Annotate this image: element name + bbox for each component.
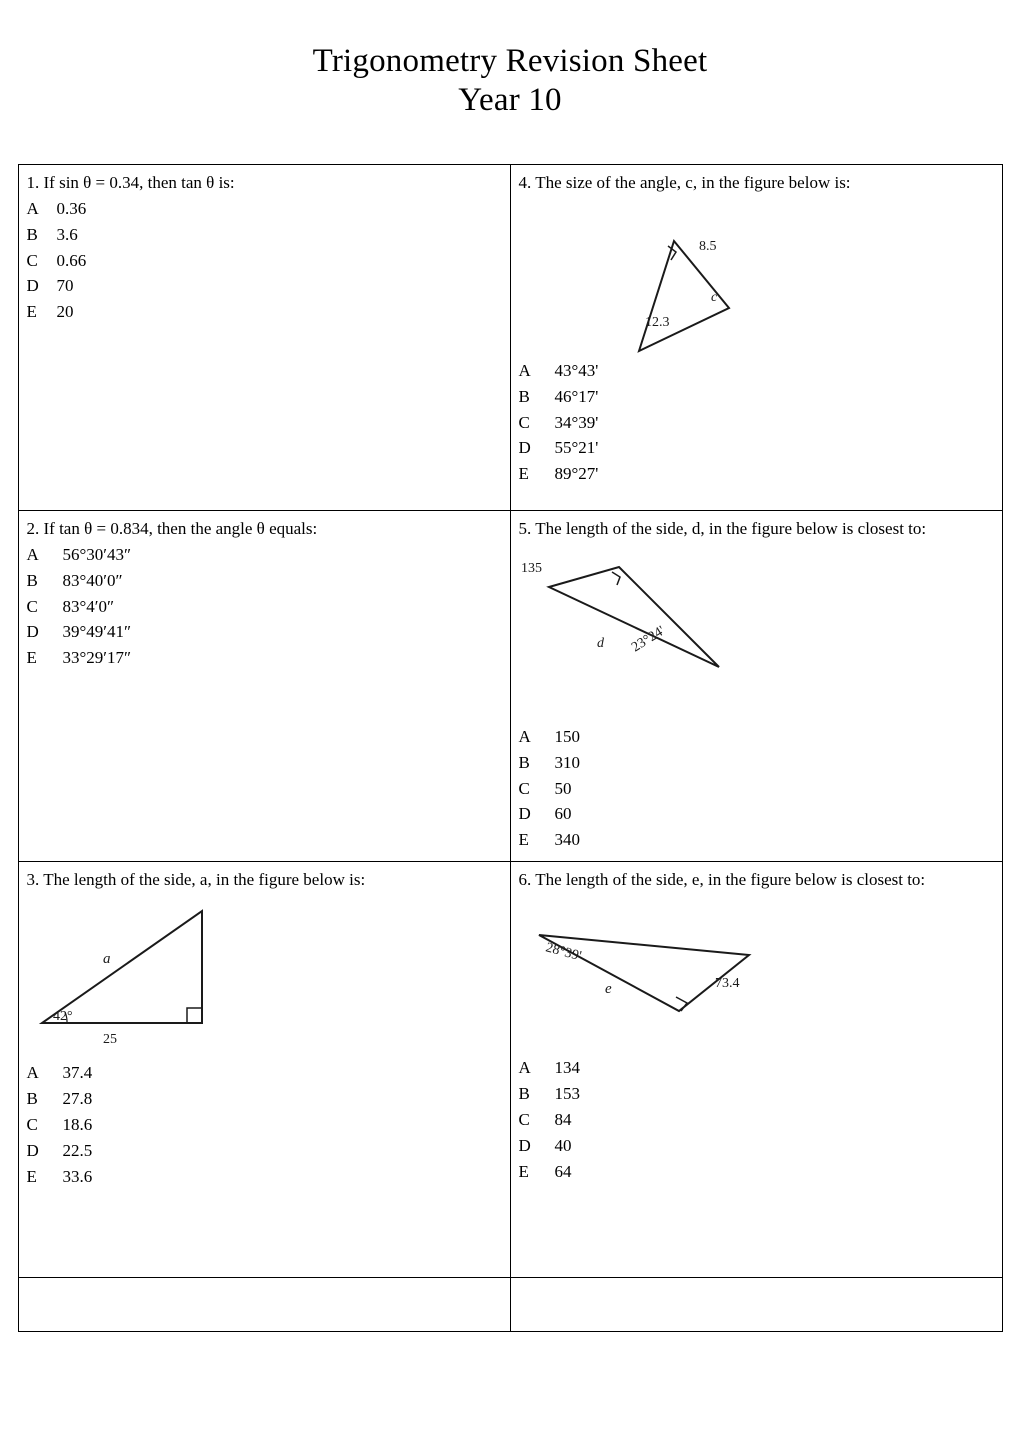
option-letter: D (518, 1135, 531, 1155)
option-letter: E (518, 1161, 529, 1181)
figure-4-base-label: 12.3 (644, 314, 669, 330)
option-value: 0.36 (56, 198, 87, 218)
option-row[interactable] (519, 1159, 994, 1185)
question-5-text: 5. The length of the side, d, in the figure below is closest to: (518, 518, 927, 538)
question-6-options (519, 1055, 994, 1184)
question-1-text: 1. If sin θ = 0.34, then tan θ is: (26, 172, 235, 192)
option-letter: B (26, 224, 38, 244)
question-2-options (27, 542, 502, 671)
option-letter: B (518, 752, 530, 772)
option-row[interactable] (27, 542, 502, 568)
figure-3-angle-label: 42° (52, 1009, 73, 1025)
question-6-text: 6. The length of the side, e, in the figure below is closest to: (518, 870, 926, 890)
question-cell-4 (510, 164, 1002, 510)
option-row[interactable] (27, 1112, 502, 1138)
figure-question-3 (27, 893, 502, 1058)
option-letter: C (518, 412, 530, 432)
option-value: 39°49′41″ (62, 622, 132, 642)
option-value: 20 (56, 302, 74, 322)
option-letter: B (26, 570, 38, 590)
title-line-2: Year 10 (458, 81, 562, 118)
figure-3-side-label: a (102, 951, 110, 968)
question-cell-3 (18, 862, 510, 1278)
questions-table (18, 164, 1003, 1332)
option-value: 27.8 (62, 1089, 93, 1109)
empty-cell-left (18, 1278, 510, 1332)
figure-6-side-label-2: 73.4 (714, 976, 739, 992)
option-letter: A (26, 544, 39, 564)
option-row[interactable] (27, 222, 502, 248)
title-line-1: Trigonometry Revision Sheet (312, 43, 708, 79)
figure-5-side-label-1: 135 (520, 560, 542, 576)
figure-question-5 (519, 542, 994, 722)
option-value: 18.6 (62, 1114, 93, 1134)
option-letter: C (26, 250, 38, 270)
option-value: 43°43' (554, 360, 599, 380)
option-value: 46°17' (554, 386, 599, 406)
option-row[interactable] (27, 1164, 502, 1190)
figure-question-6 (519, 893, 994, 1053)
question-cell-5 (510, 510, 1002, 861)
question-3-text: 3. The length of the side, a, in the figure below is: (26, 870, 366, 890)
figure-6-angle-label: 28°39' (543, 940, 583, 965)
option-value: 34°39' (554, 412, 599, 432)
page-title (0, 0, 1020, 120)
option-value: 40 (554, 1135, 572, 1155)
figure-6-side-label-1: e (604, 981, 612, 998)
option-value: 0.66 (56, 250, 87, 270)
question-4-options (519, 358, 994, 487)
option-letter: D (518, 804, 531, 824)
question-3-options (27, 1060, 502, 1189)
option-letter: A (518, 1058, 531, 1078)
option-letter: C (518, 778, 530, 798)
option-value: 70 (56, 276, 74, 296)
option-value: 89°27' (554, 464, 599, 484)
option-row[interactable] (519, 1107, 994, 1133)
option-value: 55°21' (554, 438, 599, 458)
option-value: 50 (554, 778, 572, 798)
option-row[interactable] (519, 776, 994, 802)
option-letter: E (26, 1166, 37, 1186)
table-row (18, 510, 1002, 861)
option-value: 310 (554, 752, 580, 772)
figure-5-side-label-2: d (596, 635, 604, 651)
option-row[interactable] (519, 410, 994, 436)
table-row-empty (18, 1278, 1002, 1332)
option-letter: E (26, 302, 37, 322)
option-row[interactable] (27, 273, 502, 299)
figure-question-4 (519, 196, 994, 356)
figure-5-angle-label: 23°24' (628, 623, 668, 656)
option-letter: E (518, 464, 529, 484)
question-2-text: 2. If tan θ = 0.834, then the angle θ equals: (26, 518, 318, 538)
option-letter: D (26, 622, 39, 642)
option-letter: D (518, 438, 531, 458)
option-letter: B (518, 1084, 530, 1104)
option-row[interactable] (519, 801, 994, 827)
option-letter: D (26, 1140, 39, 1160)
figure-4-hyp-label: 8.5 (698, 238, 716, 254)
option-row[interactable] (27, 196, 502, 222)
question-cell-6 (510, 862, 1002, 1278)
figure-4-angle-label: c (710, 289, 717, 305)
option-letter: A (518, 726, 531, 746)
option-row[interactable] (519, 1081, 994, 1107)
question-1-options (27, 196, 502, 325)
option-letter: C (518, 1109, 530, 1129)
option-row[interactable] (27, 1138, 502, 1164)
option-value: 33°29′17″ (62, 648, 132, 668)
option-row[interactable] (27, 1086, 502, 1112)
table-row (18, 164, 1002, 510)
triangle-diagram-3 (27, 893, 327, 1058)
option-value: 33.6 (62, 1166, 93, 1186)
triangle-diagram-5 (519, 542, 979, 722)
option-letter: D (26, 276, 39, 296)
option-value: 134 (554, 1058, 580, 1078)
question-5-options (519, 724, 994, 853)
triangle-diagram-6 (519, 893, 979, 1053)
option-letter: B (26, 1089, 38, 1109)
option-row[interactable] (27, 645, 502, 671)
option-row[interactable] (27, 619, 502, 645)
figure-3-base-label: 25 (102, 1032, 117, 1048)
option-row[interactable] (27, 248, 502, 274)
option-value: 37.4 (62, 1063, 93, 1083)
option-row[interactable] (519, 435, 994, 461)
question-cell-2 (18, 510, 510, 861)
option-letter: A (518, 360, 531, 380)
question-cell-1 (18, 164, 510, 510)
option-letter: E (518, 830, 529, 850)
option-value: 153 (554, 1084, 580, 1104)
option-letter: C (26, 1114, 38, 1134)
option-row[interactable] (519, 724, 994, 750)
option-value: 340 (554, 830, 580, 850)
option-value: 83°4′0″ (62, 596, 115, 616)
option-value: 60 (554, 804, 572, 824)
option-row[interactable] (519, 827, 994, 853)
option-row[interactable] (519, 384, 994, 410)
option-letter: A (26, 198, 39, 218)
triangle-diagram-4 (519, 196, 979, 356)
option-row[interactable] (27, 1060, 502, 1086)
option-letter: E (26, 648, 37, 668)
option-value: 56°30′43″ (62, 544, 132, 564)
option-row[interactable] (519, 1133, 994, 1159)
option-row[interactable] (27, 594, 502, 620)
option-value: 3.6 (56, 224, 78, 244)
option-row[interactable] (519, 358, 994, 384)
option-value: 22.5 (62, 1140, 93, 1160)
option-row[interactable] (519, 461, 994, 487)
option-value: 83°40′0″ (62, 570, 123, 590)
option-value: 64 (554, 1161, 572, 1181)
empty-cell-right (510, 1278, 1002, 1332)
option-row[interactable] (27, 299, 502, 325)
question-4-text: 4. The size of the angle, c, in the figure below is: (518, 172, 851, 192)
table-row (18, 862, 1002, 1278)
option-row[interactable] (27, 568, 502, 594)
option-value: 150 (554, 726, 580, 746)
option-letter: A (26, 1063, 39, 1083)
option-row[interactable] (519, 1055, 994, 1081)
option-letter: B (518, 386, 530, 406)
option-value: 84 (554, 1109, 572, 1129)
option-letter: C (26, 596, 38, 616)
option-row[interactable] (519, 750, 994, 776)
